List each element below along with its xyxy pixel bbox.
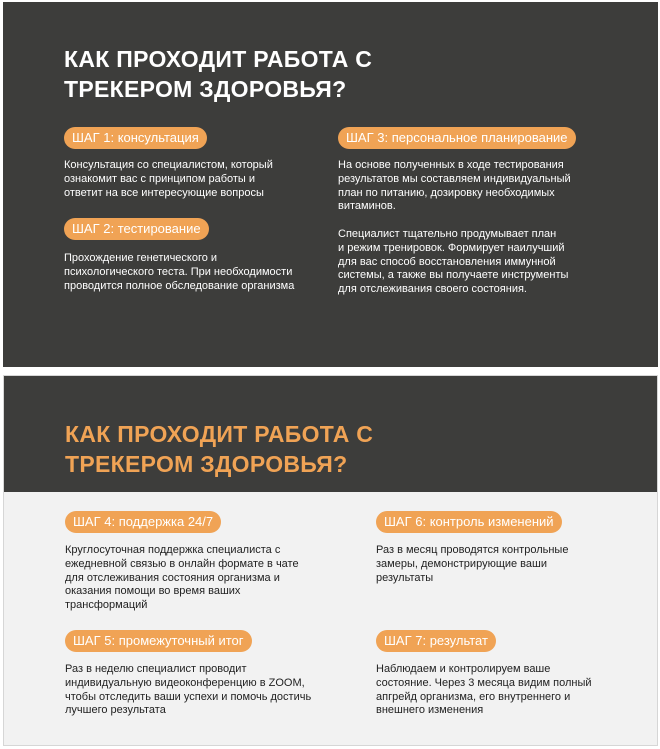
step-3-badge: ШАГ 3: персональное планирование xyxy=(338,127,576,149)
slide-2 xyxy=(3,375,658,746)
step-1-badge: ШАГ 1: консультация xyxy=(64,127,207,149)
title-line-1: КАК ПРОХОДИТ РАБОТА С xyxy=(64,46,373,72)
title-line-2: ТРЕКЕРОМ ЗДОРОВЬЯ? xyxy=(65,451,348,477)
step-2-badge: ШАГ 2: тестирование xyxy=(64,218,209,240)
step-5-badge: ШАГ 5: промежуточный итог xyxy=(65,630,252,652)
step-5-description: Раз в неделю специалист проводит индивидуальную видеоконференцию в ZOOM, чтобы отследить ваши успехи и помочь достичь лучшего результата xyxy=(65,663,312,717)
step-1-description: Консультация со специалистом, который ознакомит вас с принципом работы и ответит на все интересующие вопросы xyxy=(64,159,273,199)
step-2-description: Прохождение генетического и психологического теста. При необходимости проводится полное обследование организма xyxy=(64,252,295,292)
step-3-description: На основе полученных в ходе тестирования результатов мы составляем индивидуальный план по питанию, дозировку необходимых витаминов. xyxy=(338,159,571,213)
step-4-description: Круглосуточная поддержка специалиста с ежедневной связью в онлайн формате в чате для отслеживания состояния организма и оказания помощи во время ваших трансформаций xyxy=(65,544,299,612)
slide-2-title xyxy=(65,419,373,479)
step-7-description: Наблюдаем и контролируем ваше состояние. Через 3 месяца видим полный апгрейд организма, его внутреннего и внешнего изменения xyxy=(376,663,592,717)
step-4-badge: ШАГ 4: поддержка 24/7 xyxy=(65,511,221,533)
title-line-2: ТРЕКЕРОМ ЗДОРОВЬЯ? xyxy=(64,76,347,102)
step-6-badge: ШАГ 6: контроль изменений xyxy=(376,511,562,533)
title-line-1: КАК ПРОХОДИТ РАБОТА С xyxy=(65,421,374,447)
step-7-badge: ШАГ 7: результат xyxy=(376,630,496,652)
step-6-description: Раз в месяц проводятся контрольные замеры, демонстрирующие ваши результаты xyxy=(376,544,569,584)
step-3-description-2: Специалист тщательно продумывает план и режим тренировок. Формирует наилучший для вас способ восстановления иммунной системы, а также вы получаете инструменты для отслеживания своего состояния. xyxy=(338,228,569,296)
slide-1 xyxy=(3,2,658,367)
slide-1-title xyxy=(64,44,372,104)
